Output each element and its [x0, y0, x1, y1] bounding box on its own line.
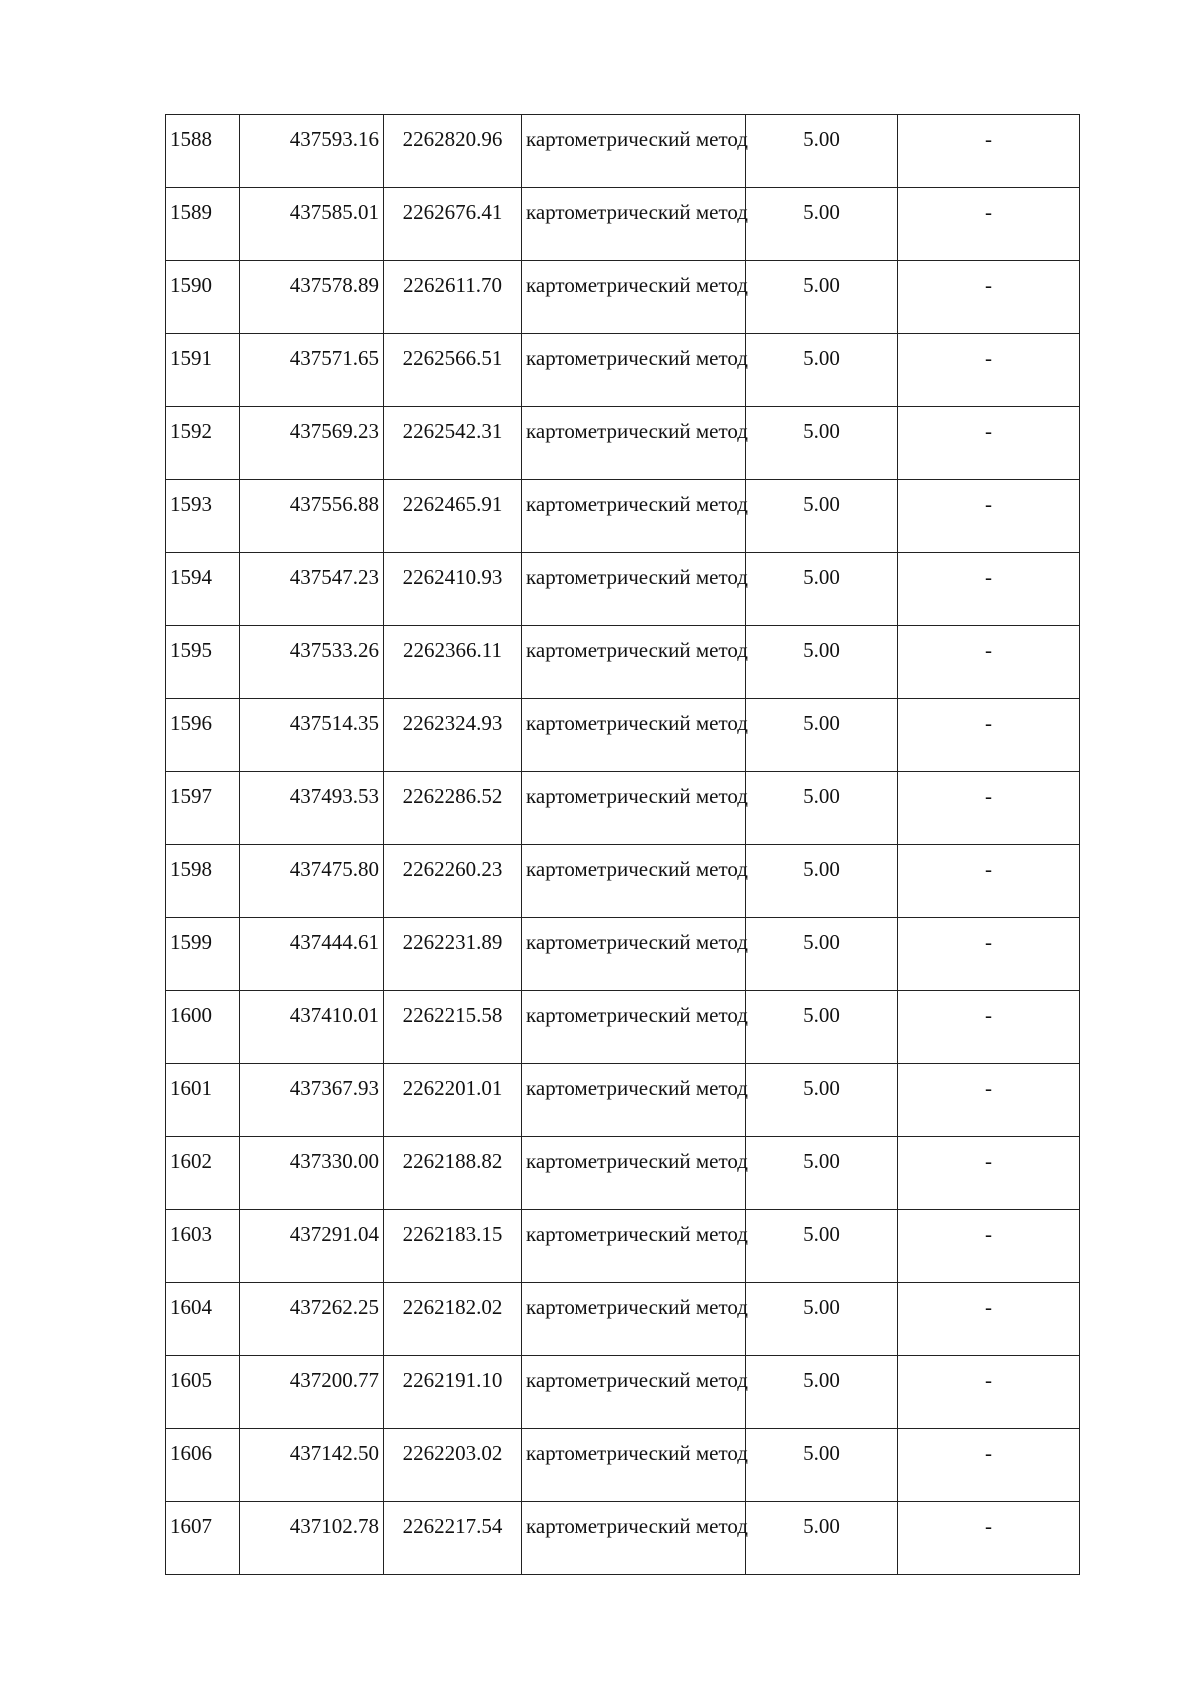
point-description-cell: -: [898, 115, 1080, 188]
coordinate-x-cell: 437142.50: [240, 1429, 384, 1502]
coordinate-y-cell: 2262201.01: [384, 1064, 522, 1137]
accuracy-value-cell: 5.00: [746, 626, 898, 699]
coordinate-y-cell: 2262410.93: [384, 553, 522, 626]
coordinate-x-cell: 437102.78: [240, 1502, 384, 1575]
coordinate-x-cell: 437547.23: [240, 553, 384, 626]
point-description-cell: -: [898, 845, 1080, 918]
coordinate-y-cell: 2262203.02: [384, 1429, 522, 1502]
accuracy-value-cell: 5.00: [746, 1356, 898, 1429]
determination-method-cell: картометрический метод: [522, 334, 746, 407]
table-row: [166, 918, 1080, 991]
determination-method-cell: картометрический метод: [522, 188, 746, 261]
table-row: [166, 626, 1080, 699]
point-description-cell: -: [898, 1356, 1080, 1429]
coordinate-y-cell: 2262260.23: [384, 845, 522, 918]
coordinate-x-cell: 437533.26: [240, 626, 384, 699]
accuracy-value-cell: 5.00: [746, 1502, 898, 1575]
coordinate-x-cell: 437444.61: [240, 918, 384, 991]
determination-method-cell: картометрический метод: [522, 553, 746, 626]
accuracy-value-cell: 5.00: [746, 188, 898, 261]
coordinate-x-cell: 437569.23: [240, 407, 384, 480]
accuracy-value-cell: 5.00: [746, 1283, 898, 1356]
coordinate-y-cell: 2262465.91: [384, 480, 522, 553]
coordinate-y-cell: 2262191.10: [384, 1356, 522, 1429]
determination-method-cell: картометрический метод: [522, 991, 746, 1064]
point-number-cell: 1596: [166, 699, 240, 772]
coordinate-x-cell: 437410.01: [240, 991, 384, 1064]
table-row: [166, 1502, 1080, 1575]
table-row: [166, 553, 1080, 626]
coordinate-y-cell: 2262182.02: [384, 1283, 522, 1356]
point-description-cell: -: [898, 772, 1080, 845]
point-number-cell: 1593: [166, 480, 240, 553]
point-description-cell: -: [898, 188, 1080, 261]
coordinate-y-cell: 2262366.11: [384, 626, 522, 699]
point-number-cell: 1603: [166, 1210, 240, 1283]
table-row: [166, 1356, 1080, 1429]
coordinate-y-cell: 2262183.15: [384, 1210, 522, 1283]
accuracy-value-cell: 5.00: [746, 261, 898, 334]
point-number-cell: 1607: [166, 1502, 240, 1575]
coordinate-x-cell: 437262.25: [240, 1283, 384, 1356]
point-number-cell: 1590: [166, 261, 240, 334]
coordinate-x-cell: 437291.04: [240, 1210, 384, 1283]
point-number-cell: 1604: [166, 1283, 240, 1356]
table-row: [166, 1137, 1080, 1210]
point-description-cell: -: [898, 918, 1080, 991]
point-description-cell: -: [898, 1502, 1080, 1575]
table-row: [166, 1210, 1080, 1283]
table-row: [166, 1064, 1080, 1137]
accuracy-value-cell: 5.00: [746, 699, 898, 772]
coordinate-x-cell: 437514.35: [240, 699, 384, 772]
accuracy-value-cell: 5.00: [746, 1137, 898, 1210]
coordinate-y-cell: 2262676.41: [384, 188, 522, 261]
point-number-cell: 1602: [166, 1137, 240, 1210]
point-description-cell: -: [898, 991, 1080, 1064]
determination-method-cell: картометрический метод: [522, 699, 746, 772]
coordinate-y-cell: 2262566.51: [384, 334, 522, 407]
determination-method-cell: картометрический метод: [522, 115, 746, 188]
point-description-cell: -: [898, 1137, 1080, 1210]
point-description-cell: -: [898, 1064, 1080, 1137]
determination-method-cell: картометрический метод: [522, 1064, 746, 1137]
point-number-cell: 1592: [166, 407, 240, 480]
point-number-cell: 1601: [166, 1064, 240, 1137]
determination-method-cell: картометрический метод: [522, 1210, 746, 1283]
point-description-cell: -: [898, 407, 1080, 480]
table-row: [166, 334, 1080, 407]
point-number-cell: 1599: [166, 918, 240, 991]
coordinate-y-cell: 2262611.70: [384, 261, 522, 334]
point-number-cell: 1595: [166, 626, 240, 699]
determination-method-cell: картометрический метод: [522, 1283, 746, 1356]
determination-method-cell: картометрический метод: [522, 1137, 746, 1210]
table-row: [166, 991, 1080, 1064]
accuracy-value-cell: 5.00: [746, 334, 898, 407]
accuracy-value-cell: 5.00: [746, 772, 898, 845]
table-row: [166, 188, 1080, 261]
point-number-cell: 1605: [166, 1356, 240, 1429]
determination-method-cell: картометрический метод: [522, 845, 746, 918]
accuracy-value-cell: 5.00: [746, 115, 898, 188]
table-row: [166, 1283, 1080, 1356]
point-number-cell: 1589: [166, 188, 240, 261]
point-number-cell: 1598: [166, 845, 240, 918]
determination-method-cell: картометрический метод: [522, 1502, 746, 1575]
determination-method-cell: картометрический метод: [522, 480, 746, 553]
coordinates-table: [165, 114, 1080, 1575]
coordinate-x-cell: 437330.00: [240, 1137, 384, 1210]
point-description-cell: -: [898, 480, 1080, 553]
point-number-cell: 1594: [166, 553, 240, 626]
determination-method-cell: картометрический метод: [522, 918, 746, 991]
table-row: [166, 261, 1080, 334]
point-number-cell: 1600: [166, 991, 240, 1064]
determination-method-cell: картометрический метод: [522, 626, 746, 699]
coordinate-y-cell: 2262820.96: [384, 115, 522, 188]
point-number-cell: 1591: [166, 334, 240, 407]
table-body: [166, 115, 1080, 1575]
table-row: [166, 1429, 1080, 1502]
determination-method-cell: картометрический метод: [522, 1356, 746, 1429]
table-row: [166, 407, 1080, 480]
accuracy-value-cell: 5.00: [746, 991, 898, 1064]
coordinate-y-cell: 2262286.52: [384, 772, 522, 845]
accuracy-value-cell: 5.00: [746, 845, 898, 918]
determination-method-cell: картометрический метод: [522, 407, 746, 480]
point-description-cell: -: [898, 626, 1080, 699]
table-row: [166, 699, 1080, 772]
point-description-cell: -: [898, 261, 1080, 334]
coordinate-y-cell: 2262231.89: [384, 918, 522, 991]
coordinate-y-cell: 2262188.82: [384, 1137, 522, 1210]
coordinate-x-cell: 437585.01: [240, 188, 384, 261]
coordinate-y-cell: 2262542.31: [384, 407, 522, 480]
table-row: [166, 480, 1080, 553]
coordinate-x-cell: 437493.53: [240, 772, 384, 845]
coordinate-x-cell: 437593.16: [240, 115, 384, 188]
coordinate-x-cell: 437475.80: [240, 845, 384, 918]
determination-method-cell: картометрический метод: [522, 772, 746, 845]
coordinate-x-cell: 437571.65: [240, 334, 384, 407]
determination-method-cell: картометрический метод: [522, 261, 746, 334]
determination-method-cell: картометрический метод: [522, 1429, 746, 1502]
coordinate-x-cell: 437578.89: [240, 261, 384, 334]
accuracy-value-cell: 5.00: [746, 407, 898, 480]
accuracy-value-cell: 5.00: [746, 553, 898, 626]
coordinate-y-cell: 2262215.58: [384, 991, 522, 1064]
point-number-cell: 1588: [166, 115, 240, 188]
point-description-cell: -: [898, 1429, 1080, 1502]
accuracy-value-cell: 5.00: [746, 1064, 898, 1137]
point-description-cell: -: [898, 553, 1080, 626]
coordinate-x-cell: 437200.77: [240, 1356, 384, 1429]
accuracy-value-cell: 5.00: [746, 1429, 898, 1502]
table-row: [166, 772, 1080, 845]
point-number-cell: 1606: [166, 1429, 240, 1502]
table-row: [166, 115, 1080, 188]
coordinate-x-cell: 437367.93: [240, 1064, 384, 1137]
point-description-cell: -: [898, 1283, 1080, 1356]
point-description-cell: -: [898, 699, 1080, 772]
coordinate-x-cell: 437556.88: [240, 480, 384, 553]
accuracy-value-cell: 5.00: [746, 480, 898, 553]
point-description-cell: -: [898, 334, 1080, 407]
point-description-cell: -: [898, 1210, 1080, 1283]
table-row: [166, 845, 1080, 918]
coordinate-y-cell: 2262217.54: [384, 1502, 522, 1575]
accuracy-value-cell: 5.00: [746, 918, 898, 991]
point-number-cell: 1597: [166, 772, 240, 845]
coordinate-y-cell: 2262324.93: [384, 699, 522, 772]
accuracy-value-cell: 5.00: [746, 1210, 898, 1283]
